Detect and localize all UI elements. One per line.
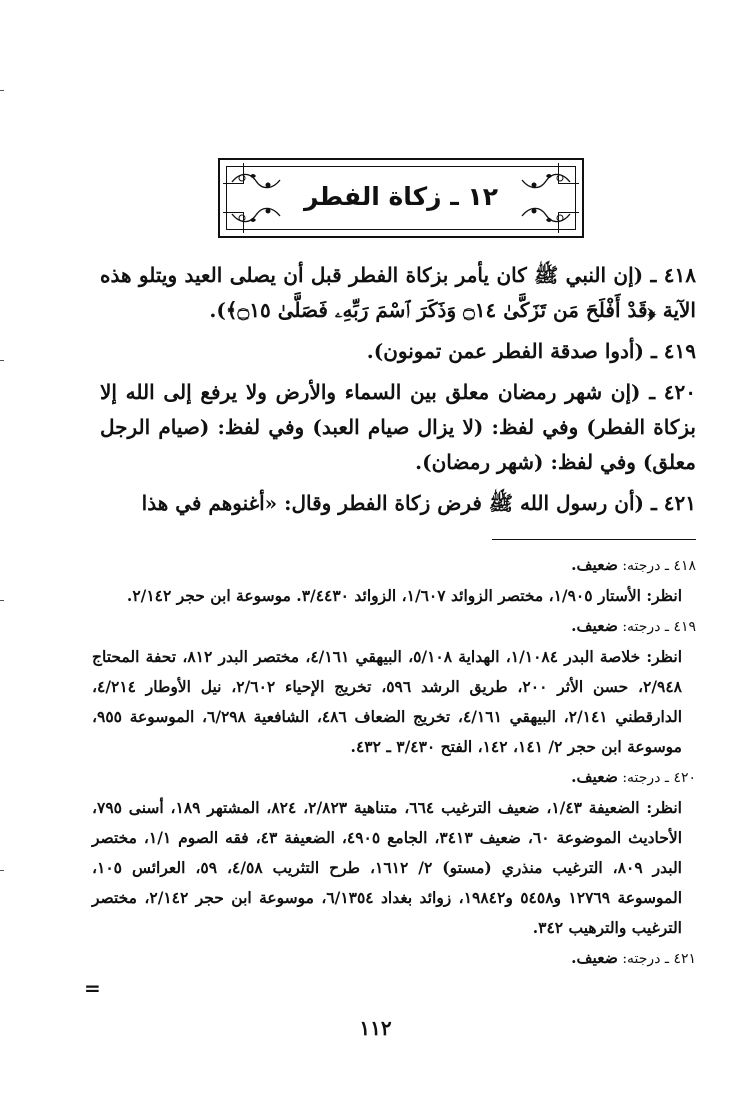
footnote bbox=[92, 943, 696, 974]
footnote-head: ٤٢١ ـ درجته: bbox=[622, 951, 696, 967]
hadith-number: ٤١٨ ـ bbox=[650, 263, 697, 287]
chapter-title-frame bbox=[218, 158, 584, 238]
margin-tick bbox=[0, 600, 4, 601]
hadith-text: (أن رسول الله ﷺ فرض زكاة الفطر وقال: «أغنوهم في هذا bbox=[141, 491, 644, 515]
margin-tick bbox=[0, 870, 4, 871]
footnote-body: الأستار ١/٩٠٥، مختصر الزوائد ١/٦٠٧، الزوائد ٣/٤٤٣٠. موسوعة ابن حجر ٢/١٤٢. bbox=[126, 586, 641, 605]
hadith-number: ٤٢١ ـ bbox=[650, 491, 696, 515]
hadith-number: ٤١٩ ـ bbox=[650, 339, 696, 363]
continuation-mark: = bbox=[84, 976, 101, 1000]
footnote bbox=[92, 611, 696, 762]
footnote-label: انظر: bbox=[646, 647, 682, 666]
main-text bbox=[100, 258, 696, 527]
footnotes bbox=[92, 550, 696, 974]
margin-tick bbox=[0, 360, 4, 361]
footnote-grade: ضعيف. bbox=[571, 767, 618, 786]
hadith-text: (إن شهر رمضان معلق بين السماء والأرض ولا يرفع إلى الله إلا بزكاة الفطر) وفي لفظ: (لا يزال صيام العبد) وفي لفظ: (صيام الرجل معلق) وفي لفظ: (شهر رمضان). bbox=[100, 380, 696, 474]
hadith-entry bbox=[100, 258, 696, 328]
footnote-body: الضعيفة ١/٤٣، ضعيف الترغيب ٦٦٤، متناهية ٢/٨٢٣، ٨٢٤، المشتهر ١٨٩، أسنى ٧٩٥، الأحاديث الموضوعة ٦٠، ضعيف ٣٤١٣، الجامع ٤٩٠٥، الضعيفة ٤٣، فقه الصوم ١/١، مختصر البدر ٨٠٩، الترغيب منذري (مستو) ٢/ ١٦١٢، طرح التثريب ٤/٥٨، ٥٩، العرائس ١٠٥، الموسوعة ١٢٧٦٩ و٥٤٥٨ و١٩٨٤٢، زوائد بغداد ٦/١٣٥٤، موسوعة ابن حجر ٢/١٤٢، مختصر الترغيب والترهيب ٣٤٢. bbox=[92, 798, 683, 937]
footnote-grade: ضعيف. bbox=[571, 948, 618, 967]
footnote-label: انظر: bbox=[646, 798, 682, 817]
hadith-entry bbox=[100, 486, 696, 521]
chapter-title: ١٢ ـ زكاة الفطر bbox=[303, 182, 499, 211]
footnote-head: ٤١٩ ـ درجته: bbox=[622, 619, 696, 635]
hadith-text: (أدوا صدقة الفطر عمن تمونون). bbox=[366, 339, 644, 363]
footnote-body: خلاصة البدر ١/١٠٨٤، الهداية ٥/١٠٨، البيهقي ٤/١٦١، مختصر البدر ٨١٢، تحفة المحتاج ٢/٩٤٨، حسن الأثر ٢٠٠، طريق الرشد ٥٩٦، تخريج الإحياء ٢/٦٠٢، نيل الأوطار ٤/٢١٤، الدارقطني ٢/١٤١، البيهقي ٤/١٦١، تخريج الضعاف ٤٨٦، الشافعية ٦/٢٩٨، الموسوعة ٩٥٥، موسوعة ابن حجر ٢/ ١٤١، ١٤٢، الفتح ٣/٤٣٠ ـ ٤٣٢. bbox=[92, 647, 683, 756]
footnote bbox=[92, 762, 696, 943]
hadith-entry bbox=[100, 375, 696, 480]
footnote-head: ٤١٨ ـ درجته: bbox=[622, 558, 696, 574]
footnote-divider bbox=[492, 539, 696, 540]
footnote-grade: ضعيف. bbox=[571, 555, 618, 574]
footnote bbox=[92, 550, 696, 611]
footnote-grade: ضعيف. bbox=[571, 616, 618, 635]
page-number: ١١٢ bbox=[359, 1016, 392, 1040]
footnote-head: ٤٢٠ ـ درجته: bbox=[622, 770, 696, 786]
footnote-label: انظر: bbox=[646, 586, 682, 605]
hadith-number: ٤٢٠ ـ bbox=[649, 380, 696, 404]
margin-tick bbox=[0, 90, 4, 91]
hadith-text: (إن النبي ﷺ كان يأمر بزكاة الفطر قبل أن يصلى العيد ويتلو هذه الآية ﴿قَدْ أَفْلَحَ مَن تَزَكَّىٰ ۝١٤ وَذَكَرَ ٱسْمَ رَبِّهِۦ فَصَلَّىٰ ۝١٥﴾). bbox=[100, 263, 696, 322]
hadith-entry bbox=[100, 334, 696, 369]
